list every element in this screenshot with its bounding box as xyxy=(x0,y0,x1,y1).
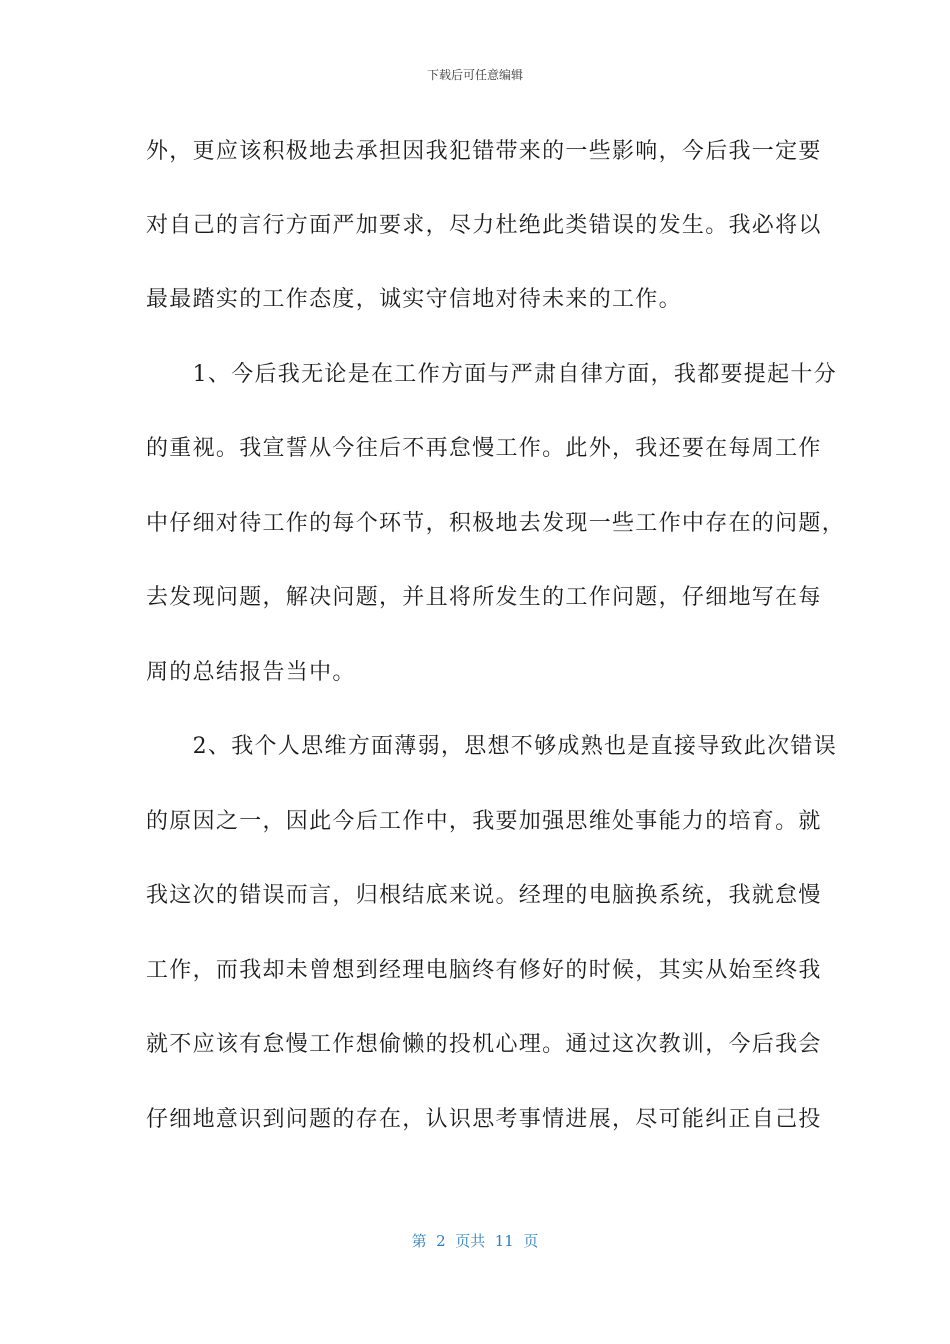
body-line-6: 中仔细对待工作的每个环节，积极地去发现一些工作中存在的问题， xyxy=(146,511,846,536)
body-line-9: 2、我个人思维方面薄弱，思想不够成熟也是直接导致此次错误 xyxy=(146,734,837,759)
body-line-3: 最最踏实的工作态度，诚实守信地对待未来的工作。 xyxy=(146,287,682,312)
body-line-1: 外，更应该积极地去承担因我犯错带来的一些影响，今后我一定要 xyxy=(146,139,822,164)
body-line-5: 的重视。我宣誓从今往后不再怠慢工作。此外，我还要在每周工作 xyxy=(146,436,822,461)
body-line-2: 对自己的言行方面严加要求，尽力杜绝此类错误的发生。我必将以 xyxy=(146,213,822,238)
page-header: 下载后可任意编辑 xyxy=(426,68,523,82)
body-line-8: 周的总结报告当中。 xyxy=(146,660,356,685)
body-line-7: 去发现问题，解决问题，并且将所发生的工作问题，仔细地写在每 xyxy=(146,585,822,610)
body-line-11: 我这次的错误而言，归根结底来说。经理的电脑换系统，我就怠慢 xyxy=(146,883,822,908)
body-line-14: 仔细地意识到问题的存在，认识思考事情进展，尽可能纠正自己投 xyxy=(146,1107,822,1132)
body-line-4: 1、今后我无论是在工作方面与严肃自律方面，我都要提起十分 xyxy=(146,362,837,387)
body-line-12: 工作，而我却未曾想到经理电脑终有修好的时候，其实从始至终我 xyxy=(146,958,822,983)
body-line-10: 的原因之一，因此今后工作中，我要加强思维处事能力的培育。就 xyxy=(146,809,822,834)
body-line-13: 就不应该有怠慢工作想偷懒的投机心理。通过这次教训，今后我会 xyxy=(146,1032,822,1057)
page-footer: 第 2 页共 11 页 xyxy=(411,1232,539,1250)
